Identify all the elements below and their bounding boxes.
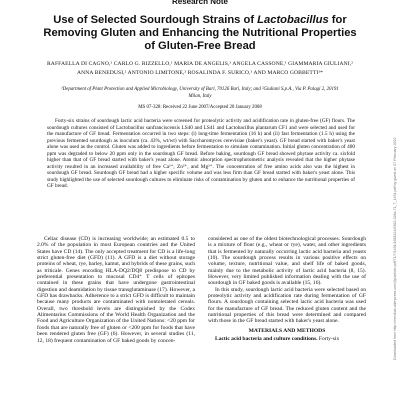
section-header: Research Note [171, 0, 229, 6]
title-part-2: for Removing Gluten and Enhancing the Nutritional Properties of Gluten-Free Bread [43, 14, 357, 53]
methods-paragraph [208, 336, 366, 342]
download-watermark: Downloaded from http://meridian.allenpress.com/jfp/article-pdf/71/7/1491/1681124/0362-028x-71_7_1491.pdf by guest on 07 February 2022 [393, 137, 397, 360]
right-column [208, 236, 366, 343]
title-part-1: Use of Selected Sourdough Strains of [53, 14, 258, 26]
body-paragraph-2: In this study, sourdough lactic acid bacteria were selected based on proteolytic activity and acidification rate during fermentation of GF flours. A sourdough containing selected lactic acid bacteria was used for the manufacture of GF bread. The reduced gluten content and the nutritional properties of this bread were determined and compared with those in the GF bread started with baker's yeast alone. [208, 286, 366, 325]
methods-heading: MATERIALS AND METHODS [248, 327, 326, 334]
methods-text: Forty-six [317, 336, 340, 343]
intro-paragraph: Celiac disease (CD) is increasing worldwide; an estimated 0.5 to 2.0% of the population in most European countries and the United States have CD (14). The only accepted treatment for CD is a life-long strict gluten-free diet (GFD) (11). A GFD is a diet without storage proteins of wheat, rye, barley, kamut, and hybrids of these grains, such as triticale. Genes encoding HLA-DQ2/DQ8 predispose to CD by preferential presentation to mucosal CD4⁺ T cells of epitopes contained in these grains that have undergone gastrointestinal digestion and deamidation by tissue transglutaminase (17). However, a GFD has drawbacks. Adherence to a strict GFD is difficult to maintain because many products are contaminated with nontolerated cereals. Overall, two threshold levels are distinguished by the Codex Alimentarius Commissions of the World Health Organization and the Food and Agriculture Organization of the United Nations: <20 ppm for foods that are naturally free of gluten or <200 ppm for foods that have been rendered gluten free (GF) (6). However, in several studies (11, 12, 18) frequent contamination of GF baked goods by concen- [37, 236, 195, 344]
affiliations: ¹Department of Plant Protection and Applied Microbiology, University of Bari, 70126 Bari, Italy; and ²Giuliani S.p.A., Via P. Palagi 2, 20191 Milan, Italy [61, 87, 339, 99]
body-paragraph-1: considered as one of the oldest biotechnological processes. Sourdough is a mixture of flour (e.g., wheat or rye), water, and other ingredients that is fermented by naturally occurring lactic acid bacteria and yeasts (10). The sourdough process results in various positive effects on volume, texture, nutritional value, and shelf life of baked goods, mainly due to the metabolic activity of lactic acid bacteria (8, 15). However, very limited published information dealing with the use of sourdough in GF baked goods is available (15, 16). [208, 236, 366, 287]
manuscript-dates: MS 07-328: Received 22 June 2007/Accepted 20 January 2008 [138, 105, 262, 110]
article-title [40, 14, 360, 54]
title-genus: Lactobacillus [257, 14, 329, 26]
methods-subheading: Lactic acid bacteria and culture conditions. [215, 336, 318, 343]
left-column [37, 236, 195, 344]
author-list: RAFFAELLA DI CAGNO,¹ CARLO G. RIZZELLO,¹ MARIA DE ANGELIS,¹ ANGELA CASSONE,¹ GIAMMARIA GIULIANI,² ANNA BENEDUSI,² ANTONIO LIMITONE,² ROSALINDA F. SURICO,¹ AND MARCO GOBBETTI¹* [46, 61, 354, 76]
abstract: Forty-six strains of sourdough lactic acid bacteria were screened for proteolytic activity and acidification rate in gluten-free (GF) flours. The sourdough cultures consisted of Lactobacillus sanfranciscensis LS40 and LS41 and Lactobacillus plantarum CF1 and were selected and used for the manufacture of GF bread. Fermentation occurred in two steps: (i) long-time fermentation (16 h) and (ii) fast fermentation (1.5 h) using the previous fermented sourdough as inoculum (ca. 43%, wt/wt) with Saccharomyces cerevisiae (baker's yeast). GF bread started with baker's yeast alone was used as the control. Gluten was added to ingredients before fermentation to simulate contamination. Initial gluten concentration of 400 ppm was degraded to below 20 ppm only in the sourdough GF bread. Before baking, sourdough GF bread showed phytase activity ca. sixfold higher than that of GF bread started with baker's yeast alone. Atomic absorption spectrophotometric analysis revealed that the higher phytase activity resulted in an increased availability of free Ca²⁺, Zn²⁺, and Mg²⁺. The concentration of free amino acids also was the highest in sourdough GF bread. Sourdough GF bread had a higher specific volume and was less firm than GF bread started with baker's yeast alone. This study highlighted the use of selected sourdough cultures to eliminate risks of contamination by gluten and to enhance the nutritional properties of GF bread. [47, 118, 355, 190]
